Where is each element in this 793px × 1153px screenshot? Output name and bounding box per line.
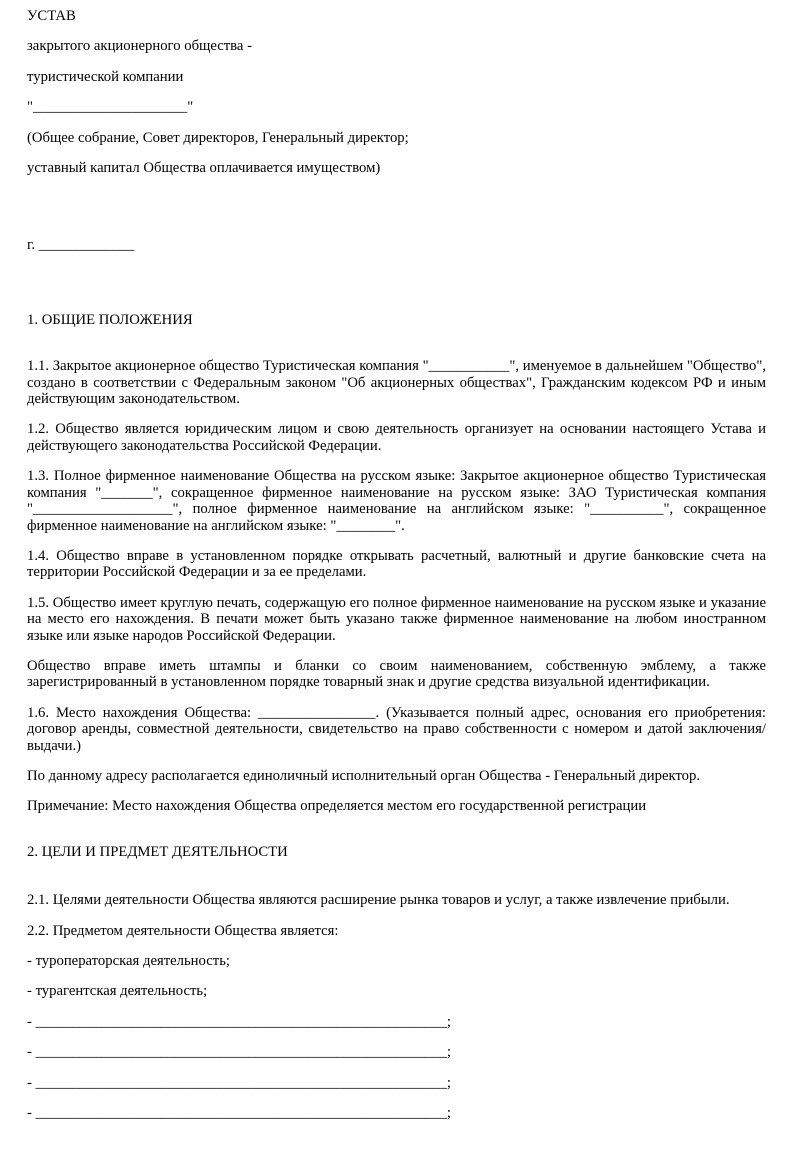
clause-1-4: 1.4. Общество вправе в установленном порядке открывать расчетный, валютный и другие банковские счета на территории Российской Федерации и за ее пределами.: [27, 547, 766, 581]
company-name-blank: "_____________________": [27, 99, 194, 116]
activity-blank-line: - ________________________________________________________;: [27, 1044, 451, 1061]
activity-item: - туроператорская деятельность;: [27, 953, 230, 969]
activity-item: - турагентская деятельность;: [27, 983, 208, 1000]
section-1-heading: 1. ОБЩИЕ ПОЛОЖЕНИЯ: [27, 311, 193, 328]
clause-1-6-note-2: Примечание: Место нахождения Общества определяется местом его государственной регистрации: [27, 798, 647, 815]
doc-note-line-2: уставный капитал Общества оплачивается имуществом): [27, 160, 381, 177]
doc-title: УСТАВ: [27, 8, 76, 24]
clause-1-6: 1.6. Место нахождения Общества: ________________. (Указывается полный адрес, основания его приобретения: договор аренды, совместной деятельности, свидетельство на право собственности с номером и датой заключения/выдачи.): [27, 704, 766, 754]
clause-1-1: 1.1. Закрытое акционерное общество Туристическая компания "___________", именуемое в дальнейшем "Общество", создано в соответствии с Федеральным законом "Об акционерных обществах", Гражданским кодексом РФ и иным действующим законодательством.: [27, 358, 766, 408]
city-blank-line: г. _____________: [27, 237, 135, 254]
clause-1-3: 1.3. Полное фирменное наименование Общества на русском языке: Закрытое акционерное общество Туристическая компания "_______", сокращенное фирменное наименование на русском языке: ЗАО Туристическая компания "___________________", полное фирменное наименование на английском языке: "__________", сокращенное фирменное наименование на английском языке: "________".: [27, 468, 766, 534]
doc-subtitle-line-1: закрытого акционерного общества -: [27, 38, 253, 55]
section-2-heading: 2. ЦЕЛИ И ПРЕДМЕТ ДЕЯТЕЛЬНОСТИ: [27, 843, 288, 860]
clause-1-2: 1.2. Общество является юридическим лицом и свою деятельность организует на основании настоящего Устава и действующего законодательства Российской Федерации.: [27, 421, 766, 454]
activity-blank-line: - ________________________________________________________;: [27, 1105, 451, 1122]
doc-subtitle-line-2: туристической компании: [27, 68, 184, 85]
clause-1-5-note: Общество вправе иметь штампы и бланки со своим наименованием, собственную эмблему, а также зарегистрированный в установленном порядке товарный знак и другие средства визуальной идентификации.: [27, 657, 766, 691]
clause-1-6-note-1: По данному адресу располагается единоличный исполнительный орган Общества - Генеральный директор.: [27, 767, 701, 784]
clause-2-1: 2.1. Целями деятельности Общества являются расширение рынка товаров и услуг, а также извлечение прибыли.: [27, 892, 730, 909]
doc-note-line-1: (Общее собрание, Совет директоров, Генеральный директор;: [27, 129, 409, 146]
clause-2-2: 2.2. Предметом деятельности Общества является:: [27, 922, 339, 939]
activity-blank-line: - ________________________________________________________;: [27, 1074, 451, 1091]
clause-1-5: 1.5. Общество имеет круглую печать, содержащую его полное фирменное наименование на русском языке и указание на место его нахождения. В печати может быть указано также фирменное наименование на любом иностранном языке или языке народов Российской Федерации.: [27, 594, 766, 644]
activity-blank-line: - ________________________________________________________;: [27, 1013, 451, 1030]
